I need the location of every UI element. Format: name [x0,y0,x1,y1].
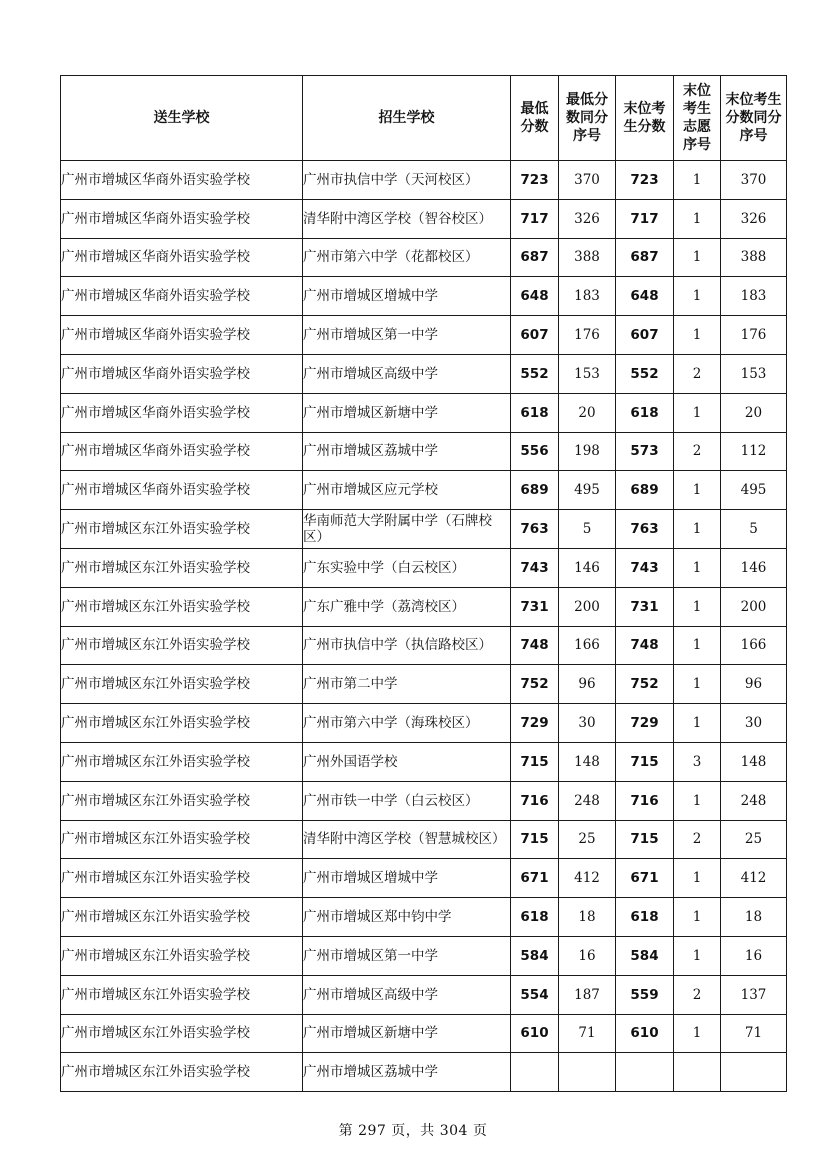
min-same-rank-cell: 388 [559,238,616,277]
last-pref-cell: 1 [674,781,721,820]
min-score-cell [511,1053,559,1092]
last-pref-cell: 1 [674,199,721,238]
min-same-rank-cell: 166 [559,626,616,665]
min-score-cell: 618 [511,898,559,937]
last-same-rank-cell: 112 [721,432,787,471]
min-same-rank-cell: 25 [559,820,616,859]
min-score-cell: 689 [511,471,559,510]
header-min-score: 最低 分数 [511,76,559,161]
min-same-rank-cell: 146 [559,548,616,587]
table-row [61,742,787,781]
min-score-cell: 717 [511,199,559,238]
min-score-cell: 715 [511,742,559,781]
table-row [61,161,787,200]
last-pref-cell: 1 [674,548,721,587]
send-school-cell: 广州市增城区东江外语实验学校 [61,859,303,898]
last-score-cell: 648 [616,277,674,316]
last-pref-cell: 2 [674,975,721,1014]
last-same-rank-cell: 5 [721,510,787,549]
send-school-cell: 广州市增城区华商外语实验学校 [61,393,303,432]
table-row [61,587,787,626]
last-pref-cell: 1 [674,704,721,743]
send-school-cell: 广州市增城区东江外语实验学校 [61,665,303,704]
last-same-rank-cell: 370 [721,161,787,200]
send-school-cell: 广州市增城区东江外语实验学校 [61,510,303,549]
table-row [61,393,787,432]
min-same-rank-cell: 187 [559,975,616,1014]
min-score-cell: 743 [511,548,559,587]
last-pref-cell: 1 [674,510,721,549]
last-score-cell: 607 [616,316,674,355]
last-pref-cell: 1 [674,898,721,937]
recv-school-cell: 广州市增城区荔城中学 [303,1053,511,1092]
table-row [61,238,787,277]
table-row [61,1014,787,1053]
last-same-rank-cell: 25 [721,820,787,859]
min-same-rank-cell: 153 [559,354,616,393]
last-pref-cell: 1 [674,1014,721,1053]
last-same-rank-cell: 183 [721,277,787,316]
last-score-cell: 559 [616,975,674,1014]
last-pref-cell: 1 [674,936,721,975]
last-score-cell: 717 [616,199,674,238]
min-score-cell: 731 [511,587,559,626]
table-row [61,471,787,510]
last-pref-cell: 3 [674,742,721,781]
recv-school-cell: 广东广雅中学（荔湾校区） [303,587,511,626]
recv-school-cell: 广州市增城区第一中学 [303,316,511,355]
send-school-cell: 广州市增城区华商外语实验学校 [61,199,303,238]
recv-school-cell: 广州市增城区增城中学 [303,859,511,898]
last-pref-cell: 1 [674,277,721,316]
table-header-row [61,76,787,161]
send-school-cell: 广州市增城区华商外语实验学校 [61,238,303,277]
min-score-cell: 607 [511,316,559,355]
last-score-cell: 715 [616,820,674,859]
send-school-cell: 广州市增城区东江外语实验学校 [61,1053,303,1092]
header-min-same-rank: 最低分 数同分 序号 [559,76,616,161]
table-row [61,859,787,898]
send-school-cell: 广州市增城区华商外语实验学校 [61,277,303,316]
min-score-cell: 610 [511,1014,559,1053]
last-same-rank-cell: 166 [721,626,787,665]
min-same-rank-cell: 30 [559,704,616,743]
table-row [61,820,787,859]
table-body [61,161,787,1092]
recv-school-cell: 广州市执信中学（天河校区） [303,161,511,200]
last-score-cell: 618 [616,898,674,937]
last-same-rank-cell: 20 [721,393,787,432]
last-same-rank-cell: 495 [721,471,787,510]
send-school-cell: 广州市增城区东江外语实验学校 [61,548,303,587]
min-score-cell: 716 [511,781,559,820]
send-school-cell: 广州市增城区华商外语实验学校 [61,316,303,355]
admission-score-table [60,75,787,1092]
table-row [61,626,787,665]
recv-school-cell: 广州市铁一中学（白云校区） [303,781,511,820]
last-score-cell: 752 [616,665,674,704]
last-same-rank-cell: 248 [721,781,787,820]
last-pref-cell: 1 [674,161,721,200]
last-score-cell: 731 [616,587,674,626]
last-pref-cell: 1 [674,238,721,277]
send-school-cell: 广州市增城区华商外语实验学校 [61,161,303,200]
send-school-cell: 广州市增城区东江外语实验学校 [61,1014,303,1053]
last-same-rank-cell: 16 [721,936,787,975]
recv-school-cell: 广州市执信中学（执信路校区） [303,626,511,665]
last-score-cell: 552 [616,354,674,393]
table-row [61,665,787,704]
last-same-rank-cell: 96 [721,665,787,704]
last-score-cell: 610 [616,1014,674,1053]
min-same-rank-cell: 200 [559,587,616,626]
send-school-cell: 广州市增城区东江外语实验学校 [61,626,303,665]
last-score-cell: 763 [616,510,674,549]
min-same-rank-cell: 20 [559,393,616,432]
min-same-rank-cell: 248 [559,781,616,820]
last-same-rank-cell: 326 [721,199,787,238]
last-same-rank-cell: 388 [721,238,787,277]
last-pref-cell: 1 [674,626,721,665]
last-score-cell: 618 [616,393,674,432]
last-pref-cell: 2 [674,354,721,393]
last-score-cell: 687 [616,238,674,277]
recv-school-cell: 清华附中湾区学校（智慧城校区） [303,820,511,859]
min-same-rank-cell: 198 [559,432,616,471]
last-same-rank-cell: 71 [721,1014,787,1053]
last-pref-cell: 1 [674,393,721,432]
table-row [61,704,787,743]
min-score-cell: 648 [511,277,559,316]
last-same-rank-cell [721,1053,787,1092]
recv-school-cell: 广州市增城区新塘中学 [303,393,511,432]
table-row [61,277,787,316]
table-row [61,199,787,238]
min-score-cell: 729 [511,704,559,743]
last-score-cell: 723 [616,161,674,200]
table-row [61,510,787,549]
recv-school-cell: 广州市增城区应元学校 [303,471,511,510]
send-school-cell: 广州市增城区东江外语实验学校 [61,742,303,781]
table-row [61,548,787,587]
last-pref-cell [674,1053,721,1092]
min-score-cell: 748 [511,626,559,665]
recv-school-cell: 广州市增城区新塘中学 [303,1014,511,1053]
recv-school-cell: 广州市第六中学（花都校区） [303,238,511,277]
min-score-cell: 763 [511,510,559,549]
send-school-cell: 广州市增城区东江外语实验学校 [61,587,303,626]
send-school-cell: 广州市增城区华商外语实验学校 [61,432,303,471]
recv-school-cell: 广州市增城区增城中学 [303,277,511,316]
last-pref-cell: 1 [674,859,721,898]
last-score-cell: 573 [616,432,674,471]
last-same-rank-cell: 18 [721,898,787,937]
send-school-cell: 广州市增城区华商外语实验学校 [61,354,303,393]
min-score-cell: 556 [511,432,559,471]
send-school-cell: 广州市增城区东江外语实验学校 [61,898,303,937]
table-row [61,1053,787,1092]
min-score-cell: 715 [511,820,559,859]
header-last-same-rank: 末位考生 分数同分 序号 [721,76,787,161]
last-pref-cell: 1 [674,587,721,626]
table-row [61,936,787,975]
min-same-rank-cell: 176 [559,316,616,355]
table-row [61,432,787,471]
last-score-cell [616,1053,674,1092]
last-pref-cell: 2 [674,820,721,859]
table-row [61,975,787,1014]
recv-school-cell: 广州市增城区高级中学 [303,354,511,393]
min-score-cell: 687 [511,238,559,277]
min-same-rank-cell: 326 [559,199,616,238]
header-last-pref: 末位 考生 志愿 序号 [674,76,721,161]
send-school-cell: 广州市增城区东江外语实验学校 [61,936,303,975]
last-same-rank-cell: 412 [721,859,787,898]
last-score-cell: 716 [616,781,674,820]
recv-school-cell: 清华附中湾区学校（智谷校区） [303,199,511,238]
min-same-rank-cell: 18 [559,898,616,937]
send-school-cell: 广州市增城区东江外语实验学校 [61,975,303,1014]
header-last-score: 末位考 生分数 [616,76,674,161]
last-score-cell: 671 [616,859,674,898]
header-send-school: 送生学校 [61,76,303,161]
last-same-rank-cell: 137 [721,975,787,1014]
page-number: 第 297 页，共 304 页 [338,1123,488,1139]
send-school-cell: 广州市增城区东江外语实验学校 [61,820,303,859]
send-school-cell: 广州市增城区东江外语实验学校 [61,781,303,820]
last-score-cell: 729 [616,704,674,743]
table-row [61,781,787,820]
last-same-rank-cell: 30 [721,704,787,743]
table-row [61,354,787,393]
last-pref-cell: 2 [674,432,721,471]
recv-school-cell: 广州外国语学校 [303,742,511,781]
recv-school-cell: 广东实验中学（白云校区） [303,548,511,587]
min-same-rank-cell: 16 [559,936,616,975]
last-score-cell: 715 [616,742,674,781]
min-score-cell: 618 [511,393,559,432]
last-score-cell: 584 [616,936,674,975]
min-same-rank-cell: 71 [559,1014,616,1053]
min-same-rank-cell: 370 [559,161,616,200]
table-row [61,898,787,937]
last-score-cell: 743 [616,548,674,587]
min-score-cell: 584 [511,936,559,975]
min-score-cell: 554 [511,975,559,1014]
recv-school-cell: 广州市第二中学 [303,665,511,704]
last-pref-cell: 1 [674,471,721,510]
last-score-cell: 689 [616,471,674,510]
recv-school-cell: 广州市增城区荔城中学 [303,432,511,471]
recv-school-cell: 华南师范大学附属中学（石牌校区） [303,510,511,549]
min-score-cell: 552 [511,354,559,393]
min-same-rank-cell: 495 [559,471,616,510]
min-same-rank-cell: 96 [559,665,616,704]
last-same-rank-cell: 176 [721,316,787,355]
last-same-rank-cell: 146 [721,548,787,587]
send-school-cell: 广州市增城区华商外语实验学校 [61,471,303,510]
min-same-rank-cell: 183 [559,277,616,316]
min-same-rank-cell: 148 [559,742,616,781]
min-score-cell: 752 [511,665,559,704]
min-same-rank-cell [559,1053,616,1092]
last-score-cell: 748 [616,626,674,665]
last-pref-cell: 1 [674,316,721,355]
min-same-rank-cell: 412 [559,859,616,898]
min-score-cell: 671 [511,859,559,898]
last-same-rank-cell: 200 [721,587,787,626]
last-pref-cell: 1 [674,665,721,704]
last-same-rank-cell: 153 [721,354,787,393]
header-recv-school: 招生学校 [303,76,511,161]
recv-school-cell: 广州市增城区郑中钧中学 [303,898,511,937]
min-score-cell: 723 [511,161,559,200]
send-school-cell: 广州市增城区东江外语实验学校 [61,704,303,743]
min-same-rank-cell: 5 [559,510,616,549]
table-row [61,316,787,355]
recv-school-cell: 广州市增城区第一中学 [303,936,511,975]
recv-school-cell: 广州市增城区高级中学 [303,975,511,1014]
recv-school-cell: 广州市第六中学（海珠校区） [303,704,511,743]
last-same-rank-cell: 148 [721,742,787,781]
